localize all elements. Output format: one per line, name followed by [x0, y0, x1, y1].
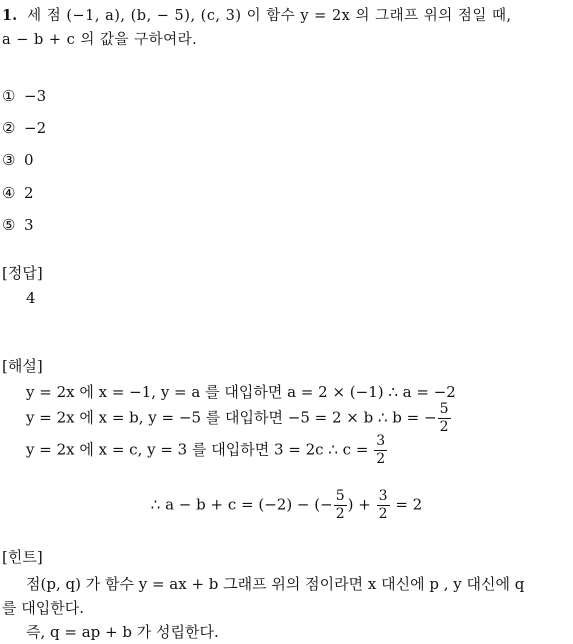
choice-1-mark: ①	[2, 87, 16, 105]
explanation-line-3-text: y = 2x 에 x = c, y = 3 를 대입하면 3 = 2c ∴ c =	[26, 440, 369, 459]
fraction-numerator: 5	[335, 488, 345, 504]
final-part-c: = 2	[395, 495, 423, 514]
choice-3-text: 0	[24, 151, 34, 169]
explanation-line-3	[26, 433, 388, 468]
final-part-a: ∴ a − b + c = (−2) − (−	[150, 495, 333, 514]
fraction-numerator: 5	[439, 401, 449, 417]
choice-4-text: 2	[24, 184, 34, 202]
fraction	[334, 488, 347, 523]
explanation-line-2	[26, 401, 452, 436]
final-part-b: ) +	[347, 495, 371, 514]
fraction-denominator: 2	[335, 506, 345, 522]
hint-label: [힌트]	[2, 548, 43, 566]
choice-5[interactable]	[2, 216, 34, 234]
hint-line-2: 를 대입한다.	[2, 599, 84, 617]
choice-5-mark: ⑤	[2, 216, 16, 234]
question-text	[2, 4, 570, 52]
explanation-line-2-text: y = 2x 에 x = b, y = −5 를 대입하면 −5 = 2 × b ∴ b = −	[26, 408, 437, 427]
choice-2[interactable]	[2, 119, 46, 137]
fraction-denominator: 2	[376, 451, 386, 467]
answer-value: 4	[26, 289, 36, 307]
choice-3[interactable]	[2, 151, 34, 169]
hint-text	[2, 572, 570, 644]
choice-2-text: −2	[24, 119, 47, 137]
choice-4-mark: ④	[2, 184, 16, 202]
fraction	[377, 488, 390, 523]
fraction-denominator: 2	[378, 506, 388, 522]
choice-4[interactable]	[2, 184, 34, 202]
fraction-denominator: 2	[439, 419, 449, 435]
fraction-numerator: 3	[378, 488, 388, 504]
question-line-1: 세 점 (−1, a), (b, − 5), (c, 3) 이 함수 y = 2x 의 그래프 위의 점일 때,	[27, 8, 512, 24]
answer-label: [정답]	[2, 264, 43, 282]
choice-5-text: 3	[24, 216, 34, 234]
explanation-label: [해설]	[2, 357, 43, 375]
fraction	[374, 433, 387, 468]
choice-1[interactable]	[2, 87, 46, 105]
explanation-line-1: y = 2x 에 x = −1, y = a 를 대입하면 a = 2 × (−1) ∴ a = −2	[26, 383, 456, 401]
hint-line-1: 점(p, q) 가 함수 y = ax + b 그래프 위의 점이라면 x 대신에 p , y 대신에 q	[26, 575, 525, 593]
fraction	[438, 401, 451, 436]
choice-1-text: −3	[24, 87, 47, 105]
question-line-2: a − b + c 의 값을 구하여라.	[2, 32, 198, 48]
question-number: 1.	[2, 7, 18, 24]
hint-line-3: 즉, q = ap + b 가 성립한다.	[26, 623, 219, 641]
choice-2-mark: ②	[2, 119, 16, 137]
choice-3-mark: ③	[2, 151, 16, 169]
fraction-numerator: 3	[376, 433, 386, 449]
explanation-final	[0, 488, 573, 523]
